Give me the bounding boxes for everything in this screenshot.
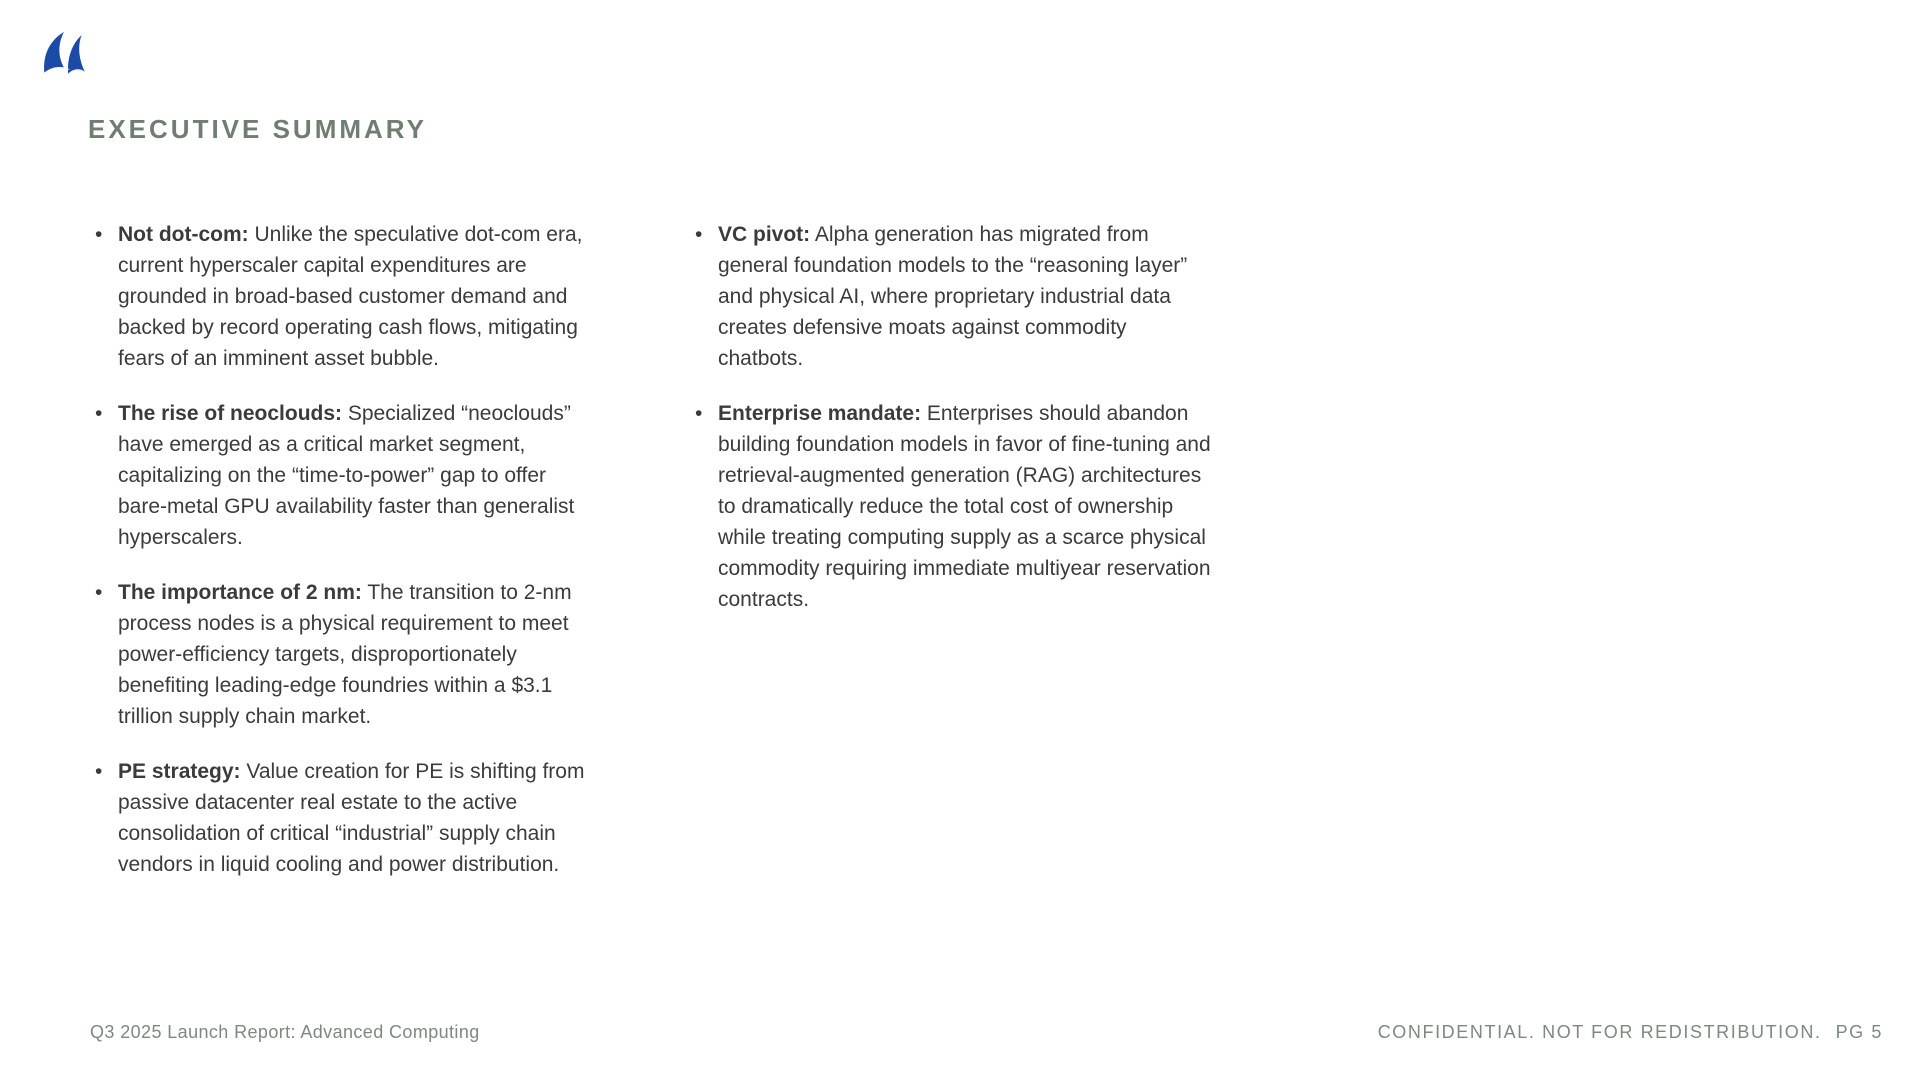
bullet-text: Enterprises should abandon building foundation models in favor of fine-tuning and retrieval-augmented generation (RAG) architectures to dramatically reduce the total cost of ownership while treating computing supply as a scarce physical commodity requiring immediate multiyear reservation contracts. — [718, 402, 1211, 611]
footer-report-title: Q3 2025 Launch Report: Advanced Computing — [90, 1022, 480, 1042]
bullet-lead: VC pivot: — [718, 223, 811, 246]
executive-summary-content — [95, 219, 1215, 904]
bullet-text: The transition to 2-nm process nodes is a physical requirement to meet power-efficiency targets, disproportionately benefiting leading-edge foundries within a $3.1 trillion supply chain market. — [118, 581, 572, 728]
bullet-item — [95, 756, 600, 880]
bullet-text: Alpha generation has migrated from general foundation models to the “reasoning layer” and physical AI, where proprietary industrial data creates defensive moats against commodity chatbots. — [718, 223, 1188, 370]
left-bullet-list — [95, 219, 600, 880]
bullet-text: Unlike the speculative dot-com era, current hyperscaler capital expenditures are grounded in broad-based customer demand and backed by record operating cash flows, mitigating fears of an imminent asset bubble. — [118, 223, 583, 370]
bullet-item — [95, 398, 600, 553]
confidentiality-label: CONFIDENTIAL. NOT FOR REDISTRIBUTION. — [1377, 1022, 1822, 1042]
bullet-item — [695, 219, 1215, 374]
right-column — [695, 219, 1215, 904]
sail-logo-icon — [42, 30, 88, 86]
bullet-item — [95, 219, 600, 374]
right-bullet-list — [695, 219, 1215, 615]
bullet-item — [95, 577, 600, 732]
bullet-lead: Not dot-com: — [118, 223, 249, 246]
footer-confidentiality — [1378, 1022, 1883, 1043]
bullet-lead: The rise of neoclouds: — [118, 402, 343, 425]
left-column — [95, 219, 600, 904]
bullet-text: Value creation for PE is shifting from passive datacenter real estate to the active consolidation of critical “industrial” supply chain vendors in liquid cooling and power distribution. — [118, 760, 585, 876]
bullet-lead: The importance of 2 nm: — [118, 581, 362, 604]
company-sail-logo — [42, 30, 88, 86]
bullet-lead: PE strategy: — [118, 760, 241, 783]
bullet-text: Specialized “neoclouds” have emerged as a critical market segment, capitalizing on the “time-to-power” gap to offer bare-metal GPU availability faster than generalist hyperscalers. — [118, 402, 575, 549]
page-number: PG 5 — [1835, 1022, 1883, 1042]
page-title: EXECUTIVE SUMMARY — [88, 114, 427, 144]
bullet-item — [695, 398, 1215, 615]
bullet-lead: Enterprise mandate: — [718, 402, 922, 425]
sail-logo-small-sail — [68, 35, 85, 74]
